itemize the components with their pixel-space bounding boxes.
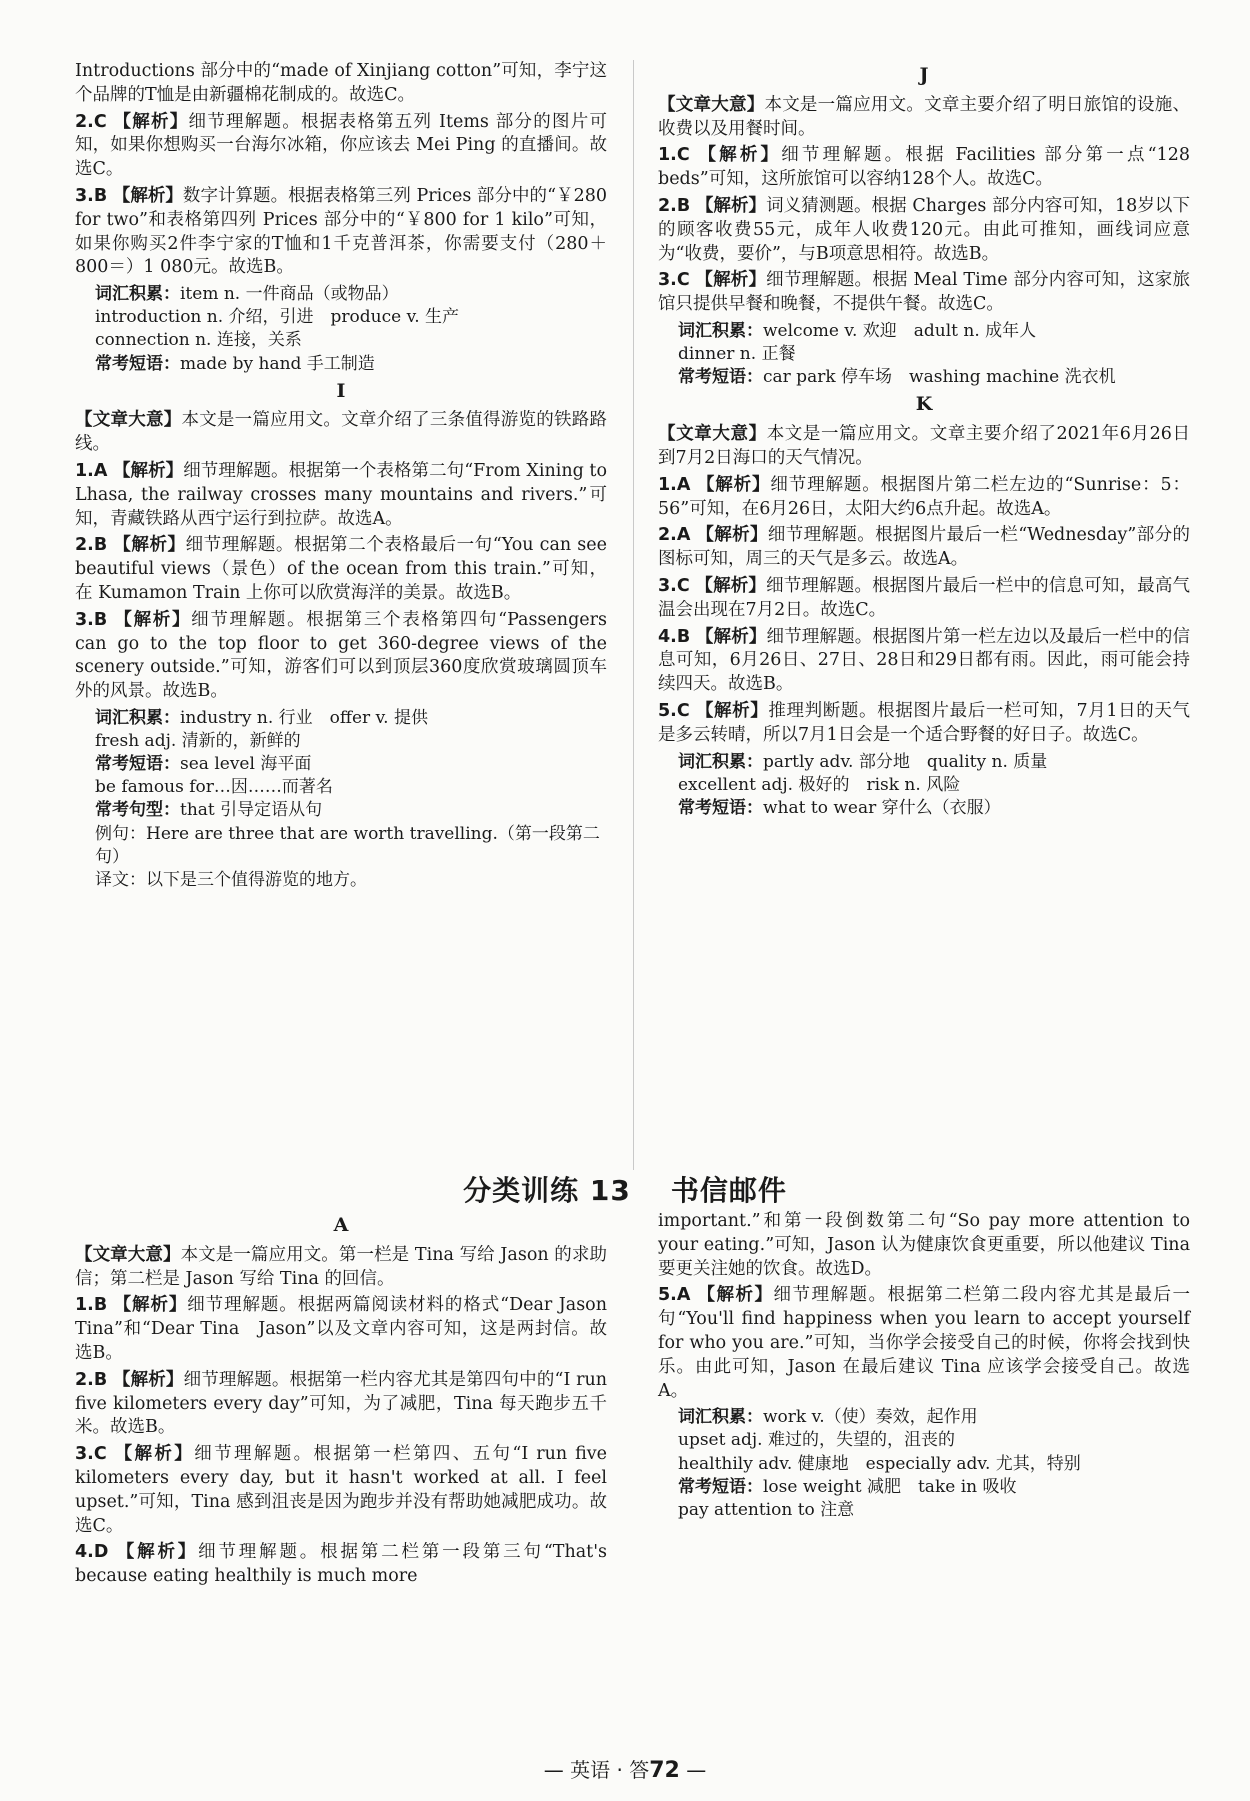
page-footer: — 英语 · 答72 — (543, 1758, 707, 1783)
answer-item: 3.C 【解析】细节理解题。根据第一栏第四、五句“I run five kilometers every day, but it hasn't worked at all. I feel upset.”可知，Tina 感到沮丧是因为跑步并没有帮助她减肥成功。故选C。 (75, 1444, 607, 1536)
vocab-block: 词汇积累：item n. 一件商品（或物品） introduction n. 介绍，引进 produce v. 生产 connection n. 连接，关系 常考短语：made by hand 手工制造 (95, 284, 459, 374)
answer-item: 4.D 【解析】细节理解题。根据第二栏第一段第三句“That's because eating healthily is much more (75, 1542, 607, 1587)
top-left-column (75, 60, 607, 892)
answer-item: 2.C 【解析】细节理解题。根据表格第五列 Items 部分的图片可知，如果你想购买一台海尔冰箱，你应该去 Mei Ping 的直播间。故选C。 (75, 111, 607, 180)
vocab-block: 词汇积累：welcome v. 欢迎 adult n. 成年人 dinner n. 正餐 常考短语：car park 停车场 washing machine 洗衣机 (678, 321, 1116, 388)
answer-item: 3.C 【解析】细节理解题。根据 Meal Time 部分内容可知，这家旅馆只提供早餐和晚餐，不提供午餐。故选C。 (658, 270, 1190, 315)
section-letter: A (333, 1214, 349, 1236)
section-letter: I (336, 379, 346, 402)
continuation-text: important.”和第一段倒数第二句“So pay more attention to your eating.”可知，Jason 认为健康饮食更重要，所以他建议 Tina 要更关注她的饮食。故选D。 (658, 1211, 1190, 1279)
bottom-right-column (658, 1210, 1190, 1522)
answer-item: 2.B 【解析】细节理解题。根据第二个表格最后一句“You can see beautiful views（景色）of the ocean from this train.”可知，在 Kumamon Train 上你可以欣赏海洋的美景。故选B。 (75, 535, 608, 604)
summary: 【文章大意】本文是一篇应用文。第一栏是 Tina 写给 Jason 的求助信；第二栏是 Jason 写给 Tina 的回信。 (75, 1244, 607, 1289)
bottom-left-column (75, 1210, 625, 1592)
summary: 【文章大意】本文是一篇应用文。文章介绍了三条值得游览的铁路路线。 (75, 410, 608, 455)
top-right-column (658, 60, 1190, 820)
answer-item: 1.C 【解析】细节理解题。根据 Facilities 部分第一点“128 beds”可知，这所旅馆可以容纳128个人。故选C。 (658, 145, 1190, 190)
answer-item: 1.A 【解析】细节理解题。根据第一个表格第二句“From Xining to Lhasa, the railway crosses many mountains and rivers.”可知，青藏铁路从西宁运行到拉萨。故选A。 (75, 461, 607, 529)
column-divider (633, 60, 634, 1170)
answer-item: 5.C 【解析】推理判断题。根据图片最后一栏可知，7月1日的天气是多云转晴，所以7月1日会是一个适合野餐的好日子。故选C。 (658, 700, 1190, 745)
unit-title: 分类训练 13 书信邮件 (463, 1174, 787, 1207)
answer-item: 1.B 【解析】细节理解题。根据两篇阅读材料的格式“Dear Jason Tina”和“Dear Tina Jason”以及文章内容可知，这是两封信。故选B。 (75, 1295, 625, 1364)
summary: 【文章大意】本文是一篇应用文。文章主要介绍了2021年6月26日到7月2日海口的天气情况。 (658, 424, 1191, 468)
intro-text: Introductions 部分中的“made of Xinjiang cotton”可知，李宁这个品牌的T恤是由新疆棉花制成的。故选C。 (75, 61, 607, 105)
section-letter: J (919, 64, 929, 86)
vocab-block: 词汇积累：work v.（使）奏效，起作用 upset adj. 难过的，失望的，沮丧的 healthily adv. 健康地 especially adv. 尤其，特别 常考短语：lose weight 减肥 take in 吸收 pay attention to 注意 (678, 1407, 1081, 1520)
answer-item: 4.B 【解析】细节理解题。根据图片第一栏左边以及最后一栏中的信息可知，6月26日、27日、28日和29日都有雨。因此，雨可能会持续四天。故选B。 (658, 626, 1190, 695)
answer-item: 3.B 【解析】数字计算题。根据表格第三列 Prices 部分中的“￥280 for two”和表格第四列 Prices 部分中的“￥800 for 1 kilo”可知，如果你购买2件李宁家的T恤和1千克普洱茶，你需要支付（280＋800＝）1 080元。故选B。 (75, 185, 607, 278)
answer-item: 3.B 【解析】细节理解题。根据第三个表格第四句“Passengers can go to the top floor to get 360-degree views of the scenery outside.”可知，游客们可以到顶层360度欣赏玻璃圆顶车外的风景。故选B。 (75, 609, 607, 702)
page-number: 72 (649, 1758, 680, 1783)
vocab-block: 词汇积累：partly adv. 部分地 quality n. 质量 excellent adj. 极好的 risk n. 风险 常考短语：what to wear 穿什么（衣服） (678, 751, 1048, 818)
answer-item: 2.A 【解析】细节理解题。根据图片最后一栏“Wednesday”部分的图标可知，周三的天气是多云。故选A。 (658, 525, 1190, 570)
answer-item: 3.C 【解析】细节理解题。根据图片最后一栏中的信息可知，最高气温会出现在7月2日。故选C。 (658, 575, 1190, 620)
answer-item: 1.A 【解析】细节理解题。根据图片第二栏左边的“Sunrise：5：56”可知，在6月26日，太阳大约6点升起。故选A。 (658, 474, 1190, 519)
section-letter: K (915, 393, 933, 416)
answer-item: 2.B 【解析】细节理解题。根据第一栏内容尤其是第四句中的“I run five kilometers every day”可知，为了减肥，Tina 每天跑步五千米。故选B。 (75, 1369, 607, 1438)
summary: 【文章大意】本文是一篇应用文。文章主要介绍了明日旅馆的设施、收费以及用餐时间。 (658, 94, 1191, 139)
answer-item: 5.A 【解析】细节理解题。根据第二栏第二段内容尤其是最后一句“You'll find happiness when you learn to accept yourself for who you are.”可知，当你学会接受自己的时候，你将会找到快乐。由此可知，Jason 在最后建议 Tina 应该学会接受自己。故选A。 (658, 1285, 1191, 1401)
answer-item: 2.B 【解析】词义猜测题。根据 Charges 部分内容可知，18岁以下的顾客收费55元，成年人收费120元。由此可推知，画线词应意为“收费，要价”，与B项意思相符。故选B。 (658, 196, 1190, 264)
vocab-block: 词汇积累：industry n. 行业 offer v. 提供 fresh adj. 清新的，新鲜的 常考短语：sea level 海平面 be famous for…因……而著名 常考句型：that 引导定语从句 例句：Here are three that are worth travelling.（第一段第二句） 译文：以下是三个值得游览的地方。 (95, 708, 600, 890)
